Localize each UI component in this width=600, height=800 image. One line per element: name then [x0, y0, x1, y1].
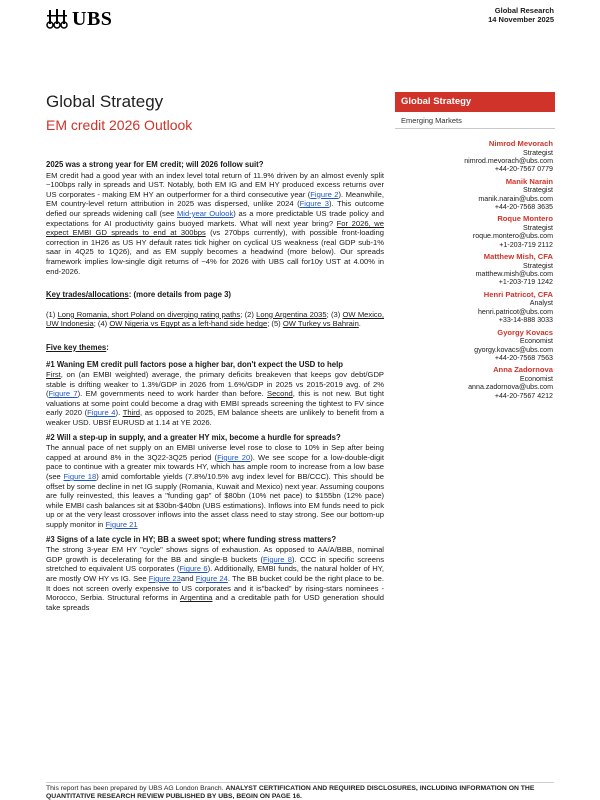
analyst-email[interactable]: henri.patricot@ubs.com [477, 307, 553, 316]
publication-name: Global Research [494, 6, 554, 15]
analyst-role: Economist [519, 374, 553, 383]
text-second: Second [267, 389, 293, 399]
heading-rest: : [106, 342, 109, 352]
text: (vs 270bps currently), with possible front-loading correction in 1H26 as US HY default rates tick higher on cyclical US weakness (real GDP sub-1% saar in 4Q25 to 1Q26), and as EM supply becomes a headwind (more below). Our spreads framework implies low-single digit returns of ~4% for 2026 with UBS call for10y UST at 4.00% in end-2026. [46, 228, 384, 276]
analyst-card [395, 290, 555, 325]
analyst-phone: +44-20-7568 7563 [494, 353, 553, 362]
analyst-card [395, 252, 555, 287]
analyst-name: Matthew Mish, CFA [483, 252, 553, 262]
analyst-phone: +33-14-888 3033 [498, 316, 553, 325]
analyst-name: Henri Patricot, CFA [483, 289, 553, 299]
theme-3-heading: #3 Signs of a late cycle in HY; BB a sweet spot; where funding stress matters? [46, 534, 337, 544]
text-first: First [46, 370, 61, 380]
analyst-email[interactable]: nimrod.mevorach@ubs.com [464, 156, 553, 165]
analyst-name: Gyorgy Kovacs [497, 327, 553, 337]
trade-2: Long Argentina 2035 [256, 309, 327, 319]
analyst-card [395, 328, 555, 363]
text-argentina: Argentina [179, 593, 213, 603]
sidebar [395, 92, 555, 400]
text: , this is not new. But tight valuations at some point could become a drag with EMBI spreads screening the tightest to FV since early 2020 ( [46, 389, 385, 418]
analyst-name: Roque Montero [497, 214, 553, 224]
theme-2-heading: #2 Will a step-up in supply, and a greater HY mix, become a hurdle for spreads? [46, 432, 341, 442]
footer-disclosure: ANALYST CERTIFICATION AND REQUIRED DISCLOSURES, INCLUDING INFORMATION ON THE QUANTITATIVE RESEARCH REVIEW PUBLISHED BY UBS, BEGIN ON PAGE 16. [46, 785, 535, 800]
text: EM credit had a good year with an index level total return of 11.9% driven by an almost evenly split ~100bps rally in spreads and UST. Notably, both EM IG and EM HY produced excess returns over US corporates - making EM HY an outperformer for a third consecutive year ( [46, 170, 384, 199]
link-figure-8[interactable]: Figure 8 [263, 554, 293, 564]
analyst-role: Strategist [523, 148, 553, 157]
sidebar-category: Emerging Markets [395, 112, 555, 129]
trade-1: Long Romania, short Poland on diverging rating paths [57, 309, 241, 319]
text: ). EM governments need to work harder than before. [77, 389, 268, 399]
link-figure-20[interactable]: Figure 20 [217, 452, 251, 462]
link-figure-6[interactable]: Figure 6 [179, 564, 208, 574]
text-third: Third [122, 408, 140, 418]
text: ; (2) [240, 309, 257, 319]
heading-underlined: Key trades/allocations [46, 290, 129, 300]
text: ). Meanwhile, EM country-level return attribution in 2025 was dispersed, unlike 2024 ( [46, 189, 385, 209]
text: ; (5) [267, 319, 283, 329]
text: ) amid comfortable yields (7.8%/10.5% avg index level for BB/CCC). This should be offset by some decline in net IG supply (Romania, Kuwait and Mexico) next year. Assuming coupons are fully reinvested, this leaves a "funding gap" of $80bn (10% net pace) to $155bn (12% pace) while EMBI cash balances sit at $30bn-$40bn (UBS estimations). Inflows into EM funds need to pick up or at the very least crossover inflows into the asset class need to stay strong. See our bottom-up supply monitor in [46, 472, 384, 529]
publication-date: 14 November 2025 [488, 15, 554, 24]
section-heading-themes [46, 343, 384, 353]
link-figure-24[interactable]: Figure 24 [195, 573, 228, 583]
link-figure-23[interactable]: Figure 23 [148, 573, 181, 583]
link-figure-7[interactable]: Figure 7 [48, 389, 78, 399]
heading-rest: : (more details from page 3) [128, 290, 232, 300]
text: ; (4) [93, 319, 110, 329]
text: ). Additionally, EMBI funds, the natural holder of HY, are mostly OW HY vs IG. See [46, 564, 384, 583]
paragraph-2025 [46, 171, 384, 277]
analyst-role: Economist [519, 337, 553, 346]
text: ). CCC in specific screens stretched to equivalent US corporates ( [46, 554, 384, 574]
text: . The BB bucket could be the right place to be. It does not screen overly expensive to US corporates and it is"backed" by rising-stars nominees - Morocco, Serbia. Structural reforms in [46, 573, 384, 603]
section-heading-2025: 2025 was a strong year for EM credit; will 2026 follow suit? [46, 160, 264, 169]
analyst-card [395, 214, 555, 249]
page-subtitle: EM credit 2026 Outlook [46, 117, 193, 133]
text: . [358, 319, 361, 329]
analyst-phone: +44-20-7567 4212 [494, 391, 553, 400]
theme-3-paragraph [46, 545, 384, 612]
text: and [180, 573, 196, 583]
text: , on (an EMBI weighted) average, the primary deficits breakeven that keeps gov debt/GDP stable is drifting weaker to 1.3%/GDP in 2026 from 1.6%/GDP in 2025 vs 2015-2019 avg. of 2% ( [46, 370, 384, 399]
analyst-role: Strategist [523, 261, 553, 270]
page-title: Global Strategy [46, 92, 164, 111]
key-call-text: For 2026, we expect EMBI GD spreads to end at 300bps [46, 218, 384, 238]
text: ) as a more predictable US trade policy and expectations for AI productivity gains buoyed markets. What will next year bring? [46, 208, 384, 228]
trade-4: OW Nigeria vs Egypt as a left-hand side hedge [109, 319, 268, 329]
text: The strong 3-year EM HY "cycle" shows signs of exhaustion. As opposed to AA/A/BBB, nominal GDP growth is decelerating for the BB and single-B buckets ( [46, 545, 384, 564]
analyst-role: Analyst [529, 299, 553, 308]
publication-header [488, 6, 554, 24]
analyst-email[interactable]: manik.narain@ubs.com [478, 194, 553, 203]
analyst-phone: +1-203-719 2112 [499, 240, 553, 249]
analyst-name: Nimrod Mevorach [488, 139, 553, 148]
text: ; (3) [326, 309, 343, 319]
analyst-phone: +44-20-7567 0779 [494, 165, 553, 174]
link-figure-4[interactable]: Figure 4 [87, 408, 116, 418]
theme-1-paragraph [46, 370, 384, 428]
link-midyear-outlook[interactable]: Mid-year Oulook [176, 208, 234, 218]
text: and a creditable path for USD generation should take spreads [46, 593, 385, 612]
analyst-email[interactable]: matthew.mish@ubs.com [475, 270, 553, 279]
disclosure-footer [46, 782, 554, 800]
brand-name: UBS [72, 7, 113, 30]
analyst-role: Strategist [523, 223, 553, 232]
text: The annual pace of net supply on an EMBI universe level rose to close to 10% in Sep after being capped at around 8% in the 3Q22-3Q25 period ( [46, 443, 384, 462]
report-body [46, 160, 384, 612]
text: , as opposed to 2025, EM balance sheets are unlikely to benefit from a weaker USD. UBSf EURUSD at 1.14 at YE 2026. [46, 408, 385, 428]
analyst-phone: +44-20-7568 3635 [494, 203, 553, 212]
analyst-email[interactable]: anna.zadornova@ubs.com [468, 383, 553, 392]
analyst-name: Manik Narain [505, 176, 553, 186]
heading-underlined: Five key themes [46, 342, 107, 352]
trade-3: OW Mexico, UW Indonesia [46, 309, 385, 329]
theme-2-paragraph [46, 443, 384, 529]
analyst-email[interactable]: roque.montero@ubs.com [472, 232, 553, 241]
link-figure-2[interactable]: Figure 2 [310, 189, 339, 199]
analyst-name: Anna Zadornova [493, 365, 553, 375]
section-heading-key-trades [46, 290, 384, 300]
analyst-card [395, 177, 555, 212]
text: ). This outcome defied our spreads widening call (see [46, 199, 384, 218]
text: ). [115, 408, 123, 418]
analyst-role: Strategist [523, 186, 553, 195]
analyst-list [395, 139, 555, 400]
analyst-card [395, 139, 555, 174]
link-figure-18[interactable]: Figure 18 [63, 472, 97, 482]
ubs-keys-icon [46, 8, 68, 30]
analyst-card [395, 365, 555, 400]
sidebar-title: Global Strategy [395, 92, 555, 112]
text: ). We see scope for a low-double-digit pace to continue with a greater mix towards HY, which has ample room to increase from a low base (see [46, 452, 384, 482]
analyst-email[interactable]: gyorgy.kovacs@ubs.com [474, 345, 553, 354]
footer-text: This report has been prepared by UBS AG London Branch. [46, 785, 226, 792]
link-figure-21[interactable]: Figure 21 [105, 520, 138, 529]
link-figure-3[interactable]: Figure 3 [299, 199, 329, 209]
trade-5: OW Turkey vs Bahrain [282, 319, 359, 329]
theme-1-heading: #1 Waning EM credit pull factors pose a higher bar, don't expect the USD to help [46, 359, 344, 369]
text: (1) [46, 309, 58, 319]
ubs-logo [46, 8, 112, 30]
paragraph-key-trades [46, 310, 384, 329]
analyst-phone: +1-203-719 1242 [498, 278, 553, 287]
